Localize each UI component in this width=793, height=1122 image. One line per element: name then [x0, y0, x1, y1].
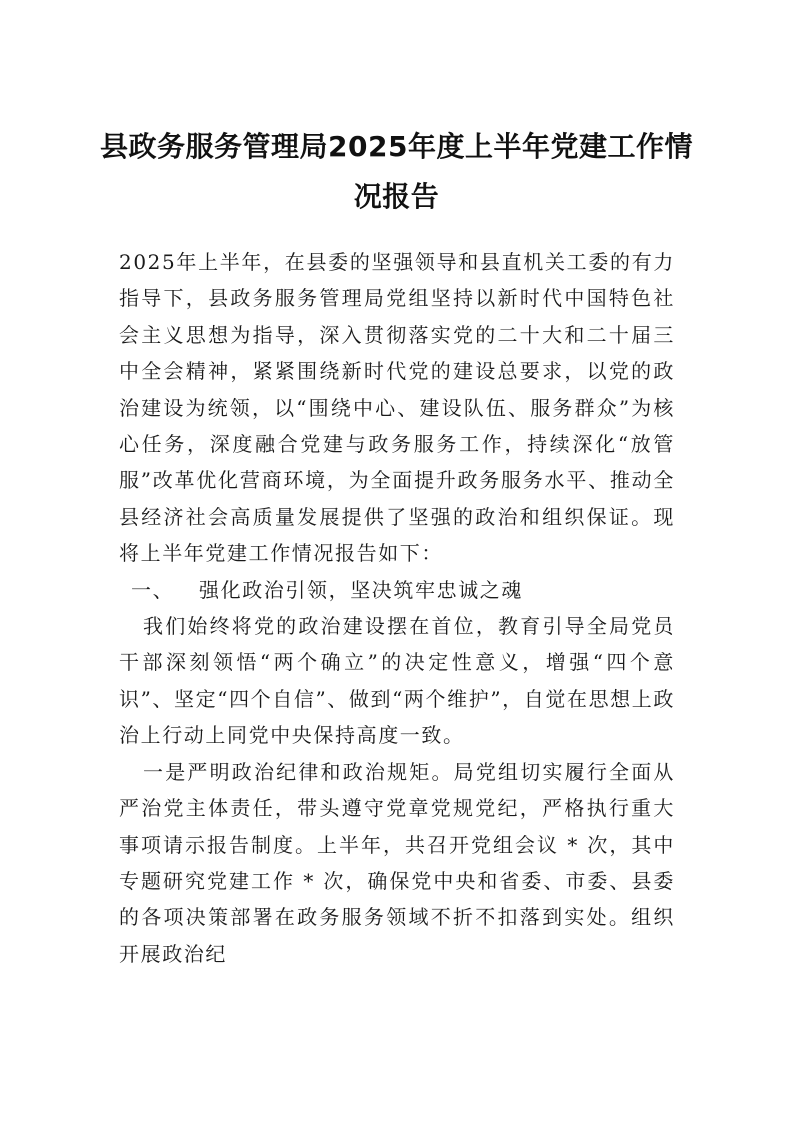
intro-paragraph: 2025年上半年，在县委的坚强领导和县直机关工委的有力指导下，县政务服务管理局党组坚持以新时代中国特色社会主义思想为指导，深入贯彻落实党的二十大和二十届三中全会精神，紧紧围绕新时代党的建设总要求，以党的政治建设为统领，以“围绕中心、建设队伍、服务群众”为核心任务，深度融合党建与政务服务工作，持续深化“放管服”改革优化营商环境，为全面提升政务服务水平、推动全县经济社会高质量发展提供了坚强的政治和组织保证。现将上半年党建工作情况报告如下：	[119, 250, 675, 566]
section-paragraph: 一是严明政治纪律和政治规矩。局党组切实履行全面从严治党主体责任，带头遵守党章党规党纪，严格执行重大事项请示报告制度。上半年，共召开党组会议 * 次，其中专题研究党建工作 * 次，确保党中央和省委、市委、县委的各项决策部署在政务服务领域不折不扣落到实处。组织开展政治纪	[119, 759, 675, 966]
section-heading-number: 一、	[131, 577, 175, 602]
document-title: 县政务服务管理局2025年度上半年党建工作情况报告	[100, 130, 693, 213]
section-paragraph: 我们始终将党的政治建设摆在首位，教育引导全局党员干部深刻领悟“两个确立”的决定性意义，增强“四个意识”、坚定“四个自信”、做到“两个维护”，自觉在思想上政治上行动上同党中央保持高度一致。	[119, 614, 675, 748]
section-heading-text: 强化政治引领，坚决筑牢忠诚之魂	[199, 577, 523, 602]
document-body	[119, 244, 675, 972]
section-heading	[119, 572, 675, 608]
